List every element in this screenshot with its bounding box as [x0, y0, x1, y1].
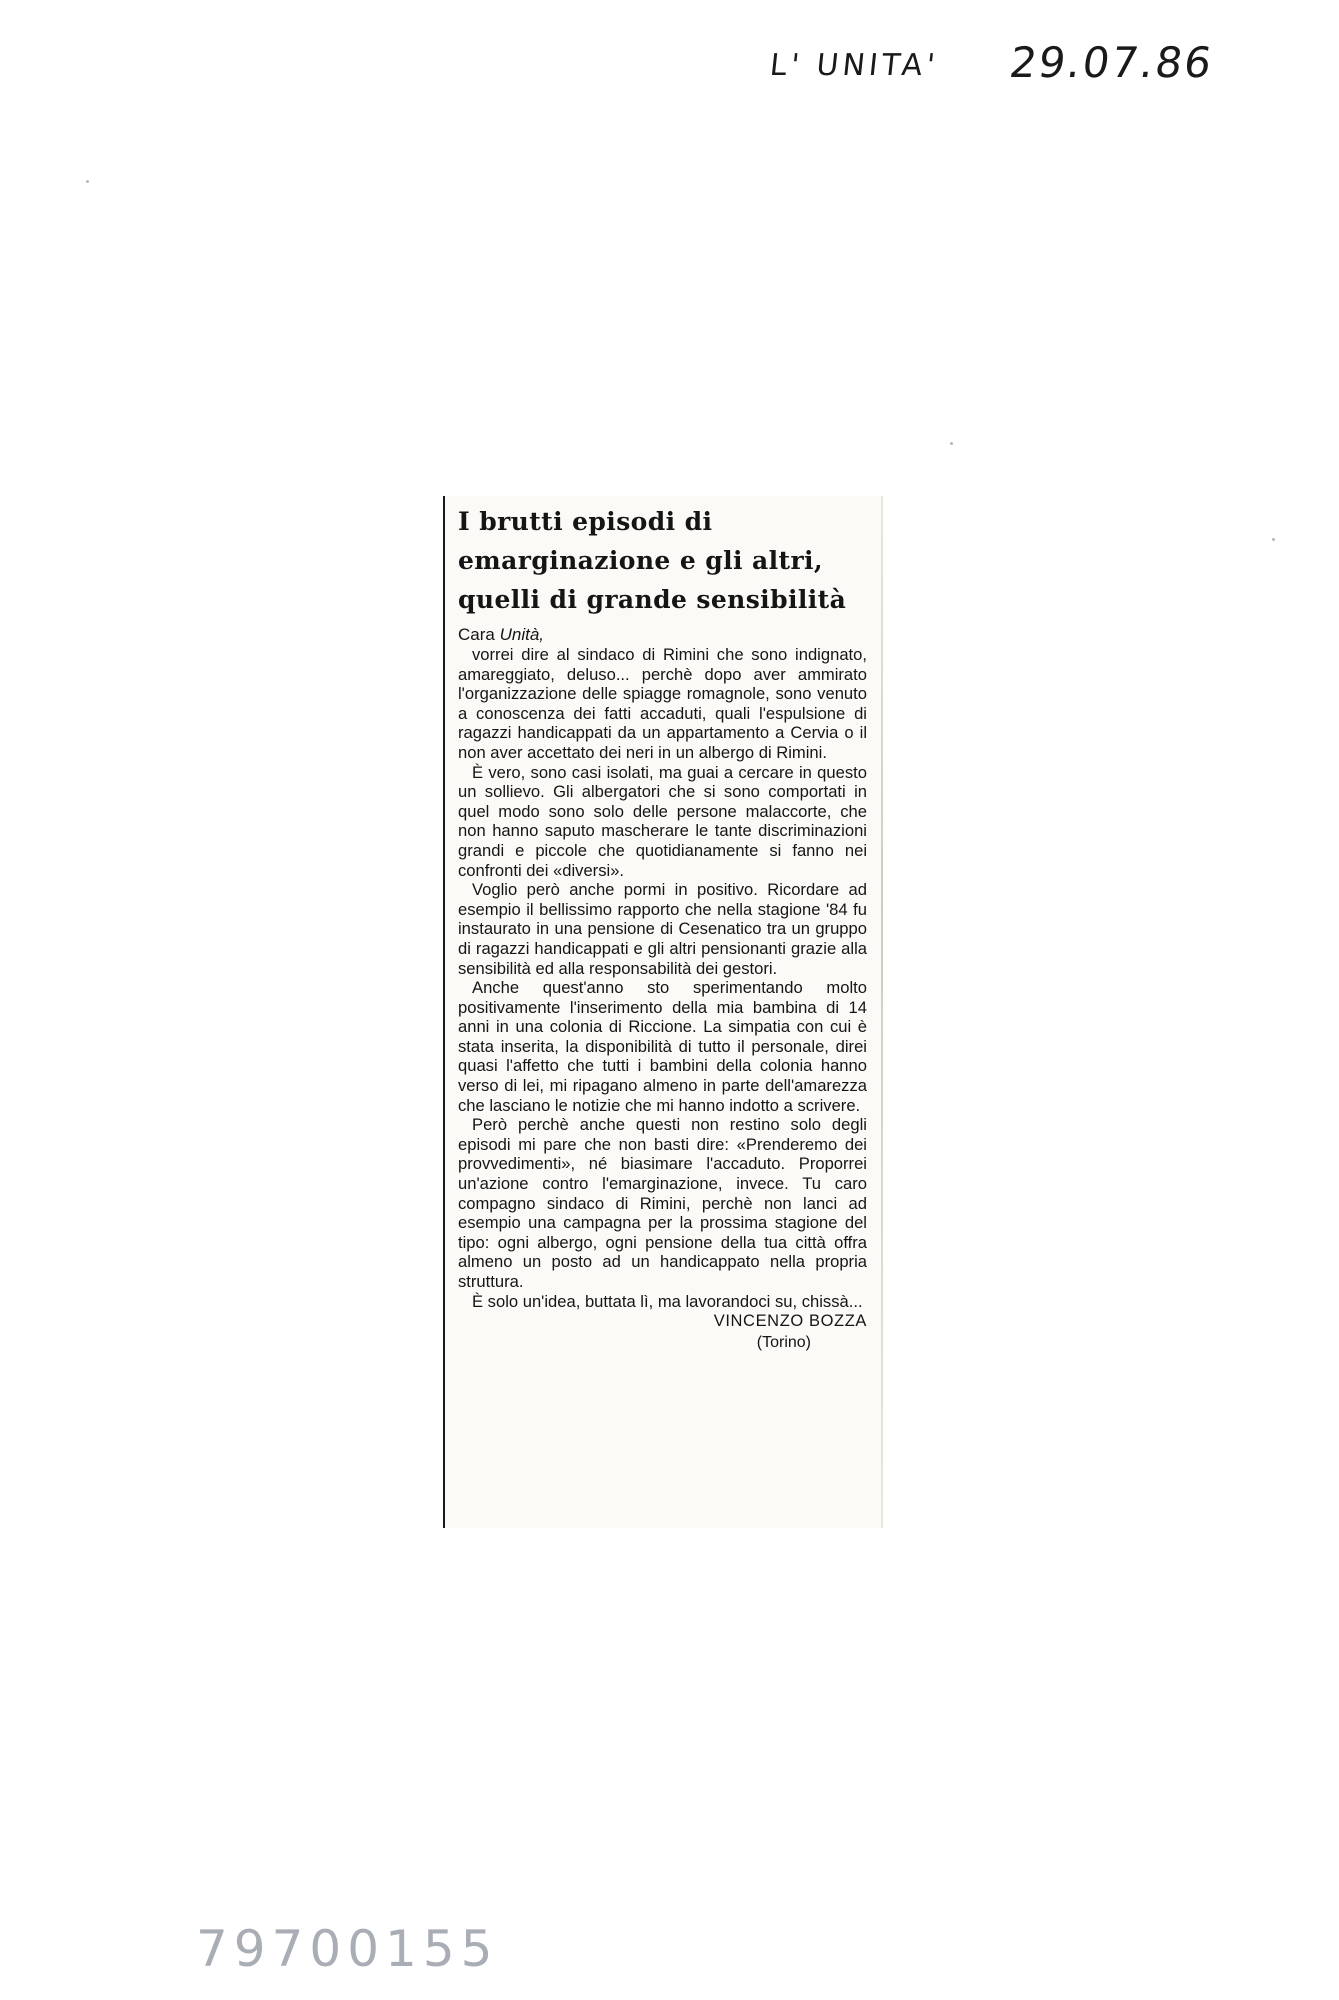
article-headline — [458, 502, 867, 619]
body-paragraph: Però perchè anche questi non restino solo degli episodi mi pare che non basti dire: «Prenderemo dei provvedimenti», né biasimare l'accaduto. Proporrei un'azione contro l'emarginazione, invece. Tu caro compagno sindaco di Rimini, perchè non lanci ad esempio una campagna per la prossima stagione del tipo: ogni albergo, ogni pensione della tua città offra almeno un posto ad un handicappato nella propria struttura. — [458, 1115, 867, 1291]
salutation-prefix: Cara — [458, 625, 495, 644]
archive-number: 79700155 — [196, 1920, 499, 1978]
author-signature: VINCENZO BOZZA — [713, 1312, 867, 1331]
headline-line: quelli di grande sensibilità — [458, 585, 847, 614]
handwritten-date: 29.07.86 — [1006, 38, 1217, 87]
body-paragraph: Anche quest'anno sto sperimentando molto positivamente l'inserimento della mia bambina di 14 anni in una colonia di Riccione. La simpatia con cui è stata inserita, la disponibilità di tutto il personale, direi quasi l'affetto che tutti i bambini della colonia hanno verso di lei, mi ripagano almeno in parte dell'amarezza che lasciano le notizie che mi hanno indotto a scrivere. — [458, 978, 867, 1115]
body-paragraph: È vero, sono casi isolati, ma guai a cercare in questo un sollievo. Gli albergatori che si sono comportati in quel modo sono solo delle persone malaccorte, che non hanno saputo mascherare le tante discriminazioni grandi e piccole che quotidianamente si fanno nei confronti dei «diversi». — [458, 762, 867, 880]
headline-line: emarginazione e gli altri, — [458, 546, 824, 575]
body-paragraph: Voglio però anche pormi in positivo. Ricordare ad esempio il bellissimo rapporto che nella stagione '84 fu instaurato in una pensione di Cesenatico tra un gruppo di ragazzi handicappati e gli altri pensionanti grazie alla sensibilità ed alla responsabilità dei gestori. — [458, 880, 867, 978]
paper-speck — [86, 180, 89, 183]
handwritten-header — [700, 38, 1260, 108]
salutation-newspaper-name: Unità, — [499, 625, 545, 644]
paper-speck — [1272, 538, 1275, 541]
handwritten-source: L' UNITA' — [768, 48, 941, 83]
article-body — [458, 645, 867, 1311]
body-paragraph: È solo un'idea, buttata lì, ma lavorandoci su, chissà... — [472, 1291, 863, 1311]
newspaper-clipping — [443, 496, 883, 1528]
body-paragraph: vorrei dire al sindaco di Rimini che sono indignato, amareggiato, deluso... perchè dopo aver ammirato l'organizzazione delle spiagge romagnole, sono venuto a conoscenza dei fatti accaduti, quali l'espulsione di ragazzi handicappati da un appartamento a Cervia o il non aver accettato dei neri in un albergo di Rimini. — [458, 645, 867, 762]
author-location: (Torino) — [756, 1334, 811, 1352]
headline-line: I brutti episodi di — [458, 507, 713, 536]
salutation — [458, 625, 867, 645]
paper-speck — [950, 442, 953, 445]
